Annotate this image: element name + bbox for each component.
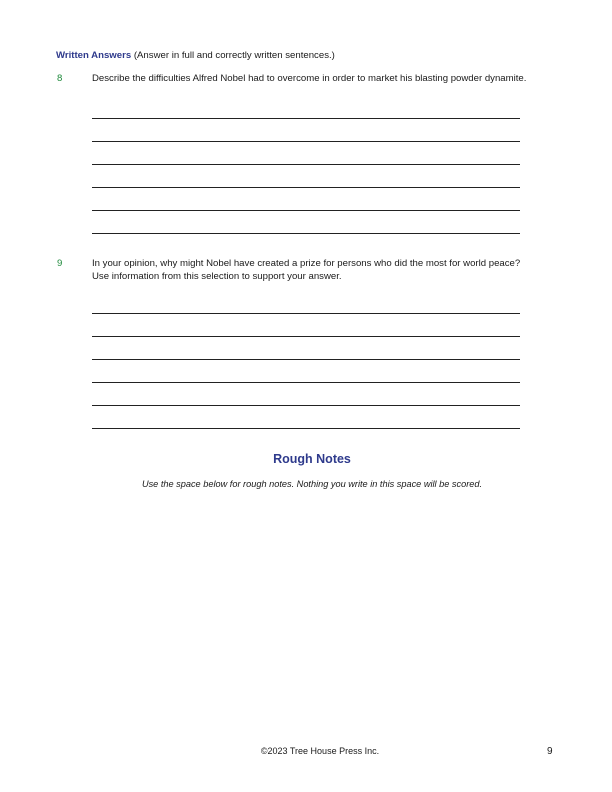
answer-9-line-2[interactable] [92, 336, 520, 337]
section-title: Written Answers [56, 50, 132, 61]
question-9-line-2: Use information from this selection to support your answer. [92, 270, 342, 282]
question-9-number: 9 [57, 258, 63, 269]
footer-copyright: ©2023 Tree House Press Inc. [260, 746, 380, 756]
answer-9-line-3[interactable] [92, 359, 520, 360]
page-number: 9 [547, 746, 553, 757]
answer-9-line-1[interactable] [92, 313, 520, 314]
answer-8-line-1[interactable] [92, 118, 520, 119]
answer-8-line-2[interactable] [92, 141, 520, 142]
question-8-line-1: Describe the difficulties Alfred Nobel had to overcome in order to market his blasting powder dynamite. [92, 73, 527, 84]
rough-notes-title: Rough Notes [273, 452, 351, 466]
answer-8-line-5[interactable] [92, 210, 520, 211]
answer-8-line-4[interactable] [92, 187, 520, 188]
rough-notes-instruction: Use the space below for rough notes. Nothing you write in this space will be scored. [141, 479, 483, 489]
answer-8-line-6[interactable] [92, 233, 520, 234]
question-8-text [92, 73, 526, 86]
question-8-number: 8 [57, 73, 63, 84]
section-header [56, 50, 335, 61]
answer-9-line-4[interactable] [92, 382, 520, 383]
answer-8-line-3[interactable] [92, 164, 520, 165]
question-9-line-1: In your opinion, why might Nobel have created a prize for persons who did the most for world peace? [92, 258, 521, 269]
answer-9-line-6[interactable] [92, 428, 520, 429]
answer-9-line-5[interactable] [92, 405, 520, 406]
section-instruction: (Answer in full and correctly written sentences.) [131, 50, 335, 61]
question-9-text [92, 258, 520, 283]
